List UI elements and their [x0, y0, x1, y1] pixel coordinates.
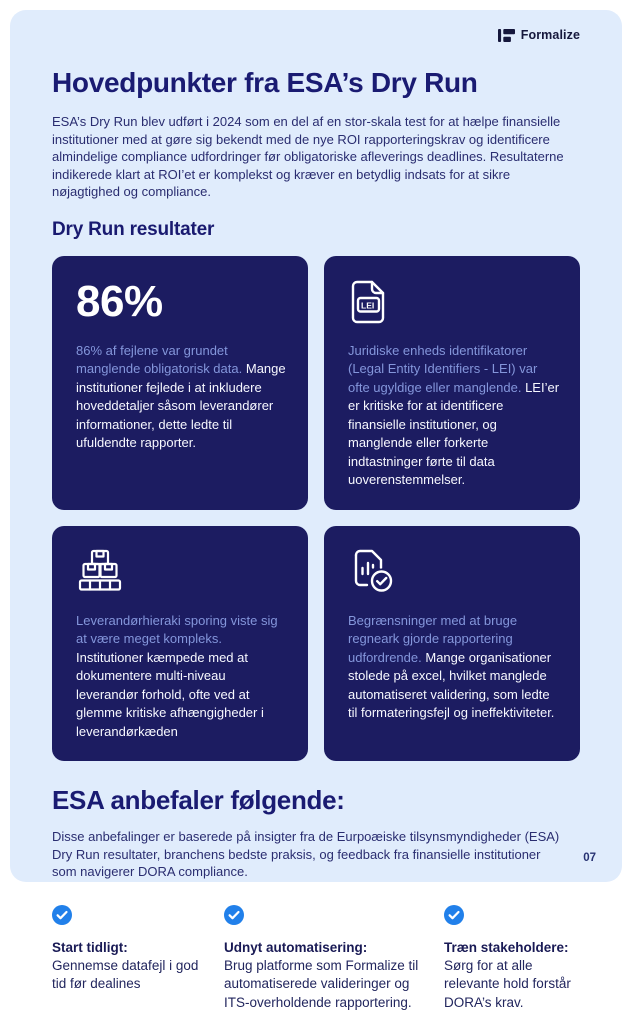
recommendations-heading: ESA anbefaler følgende: — [52, 785, 580, 816]
result-card-missing-data — [52, 256, 308, 510]
check-circle-icon — [444, 905, 464, 925]
recommendations-intro: Disse anbefalinger er baserede på insigter fra de Eurpoæiske tilsynsmyndigheder (ESA) Dry Run resultater, branchens bedste praksis, og feedback fra finansielle institutioner som navigerer DORA compliance. — [52, 828, 562, 881]
svg-text:LEI: LEI — [361, 300, 374, 310]
page-number: 07 — [583, 852, 596, 864]
card-body-text: Mange institutioner fejlede i at inkludere hoveddetaljer såsom leverandører informationer, dette ledte til ufuldendte rapporter. — [76, 361, 286, 450]
recommendation-automation — [224, 905, 430, 1012]
card-icon-area — [76, 548, 288, 598]
card-body-text: Mange organisationer stolede på excel, hvilket manglede automatiseret validering, som ledte til formateringsfejl og ineffektiviteter. — [348, 650, 554, 721]
brand-name: Formalize — [521, 28, 580, 42]
card-highlight-text: Juridiske enheds identifikatorer (Legal Entity Identifiers - LEI) var ofte ugyldige eller manglende. — [348, 343, 537, 395]
check-area — [444, 905, 580, 930]
card-body-text: LEI’er er kritiske for at identificere finansielle institutioner, og manglende eller forkerte indtastninger førte til data uoverenstemmelser. — [348, 380, 559, 488]
card-icon-area — [348, 548, 560, 598]
result-card-lei — [324, 256, 580, 510]
check-circle-icon — [224, 905, 244, 925]
card-body-text: Institutioner kæmpede med at dokumentere multi-niveau leverandør forhold, ofte ved at glemme kritiske afhængigheder i leverandørkæden — [76, 650, 264, 739]
card-highlight-text: Leverandørhieraki sporing viste sig at være meget kompleks. — [76, 613, 278, 647]
lei-document-icon — [348, 278, 388, 326]
card-text — [76, 612, 288, 742]
recommendation-title: Start tidligt: — [52, 939, 210, 957]
card-icon-area — [348, 278, 560, 328]
recommendation-start-early — [52, 905, 210, 1012]
recommendation-title: Træn stakeholdere: — [444, 939, 580, 957]
card-text — [348, 342, 560, 490]
document-page — [10, 10, 622, 882]
check-area — [224, 905, 430, 930]
check-area — [52, 905, 210, 930]
results-card-grid — [52, 256, 580, 762]
stat-value: 86% — [76, 278, 163, 326]
recommendation-body: Sørg for at alle relevante hold forstår DORA’s krav. — [444, 957, 580, 1012]
result-card-supplier-hierarchy — [52, 526, 308, 762]
header-bar — [52, 27, 580, 43]
supplier-pallet-icon — [76, 548, 124, 594]
card-text — [348, 612, 560, 723]
recommendation-title: Udnyt automatisering: — [224, 939, 430, 957]
result-card-spreadsheets — [324, 526, 580, 762]
page-title: Hovedpunkter fra ESA’s Dry Run — [52, 67, 580, 99]
results-heading: Dry Run resultater — [52, 219, 580, 241]
recommendation-body: Brug platforme som Formalize til automatiserede valideringer og ITS-overholdende rapportering. — [224, 957, 430, 1012]
intro-paragraph: ESA’s Dry Run blev udført i 2024 som en del af en stor-skala test for at hælpe finansielle institutioner med at gøre sig bekendt med de nye ROI rapporteringskrav og identificere almindelige compliance udfordringer før obligatoriske afleverings deadlines. Resultaterne indikerede klart at ROI’et er komplekst og kræver en betydlig indsats for at sikre nøjagtighed og compliance. — [52, 113, 580, 201]
recommendations-columns — [52, 905, 580, 1012]
spreadsheet-check-icon — [348, 548, 394, 594]
card-stat-area — [76, 278, 288, 328]
card-highlight-text: Begrænsninger med at bruge regneark gjorde rapportering udfordrende. — [348, 613, 517, 665]
recommendation-train-stakeholders — [444, 905, 580, 1012]
card-text — [76, 342, 288, 453]
check-circle-icon — [52, 905, 72, 925]
brand-logo — [498, 28, 580, 42]
formalize-logo-icon — [498, 29, 515, 42]
card-highlight-text: 86% af fejlene var grundet manglende obligatorisk data. — [76, 343, 242, 377]
recommendation-body: Gennemse datafejl i god tid før dealines — [52, 957, 210, 994]
